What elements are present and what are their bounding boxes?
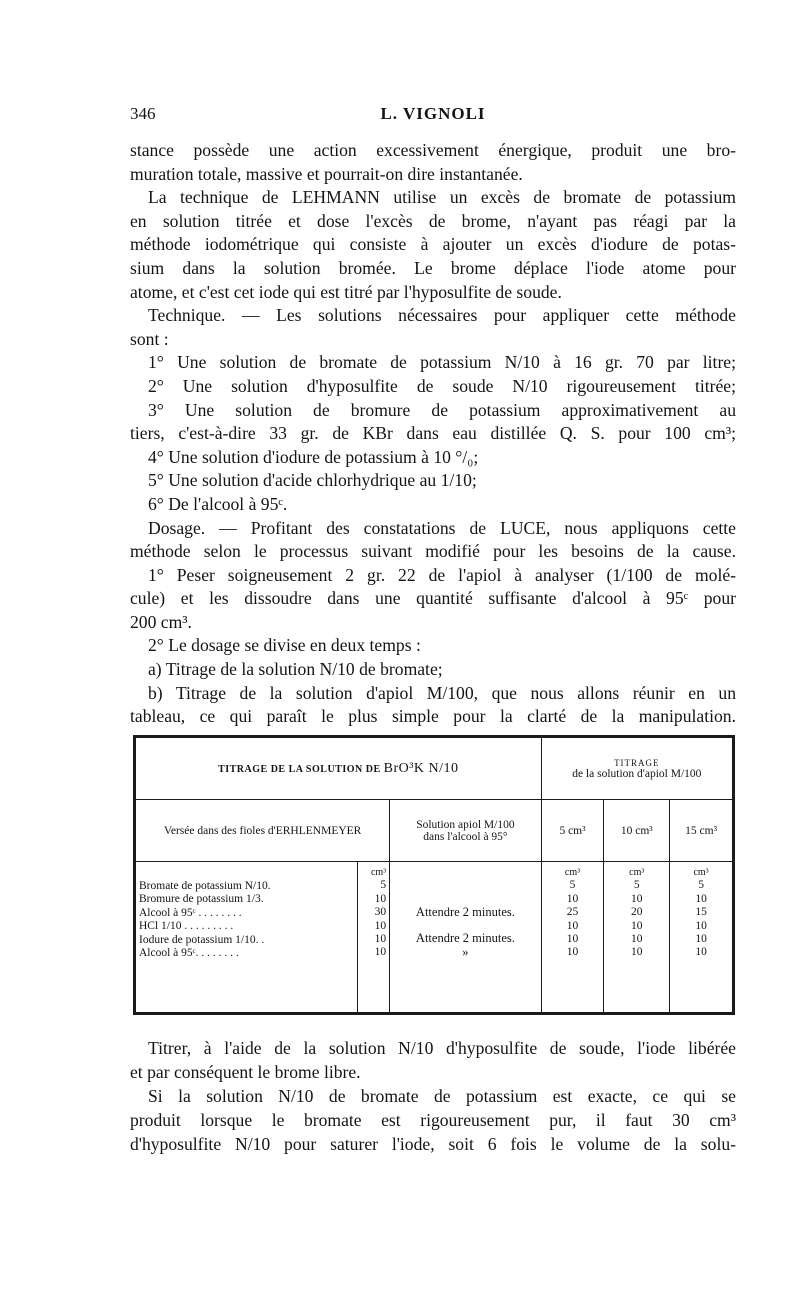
column-header-15: 15 cm³ [670,800,733,862]
empty-mark: » [462,944,469,959]
text-line: a) Titrage de la solution N/10 de bromate; [148,659,443,680]
text-line: 1° Une solution de bromate de potassium N/10 à 16 gr. 70 par litre; [148,352,736,373]
column-header-10: 10 cm³ [604,800,670,862]
text-line: 5° Une solution d'acide chlorhydrique au 1/10; [148,470,477,491]
page-header [130,104,736,126]
table-header-right [541,738,732,800]
col-15-values [670,862,733,1013]
text-line: Technique. — Les solutions nécessaires pour appliquer cette méthode [148,305,736,326]
text-line: produit lorsque le bromate est rigoureusement pur, il faut 30 cm³ [130,1110,736,1130]
reagent-name: Bromure de potassium 1/3. [139,893,264,906]
value-cell: 10 [695,933,707,946]
running-head: L. VIGNOLI [380,104,486,123]
reagent-name: Alcool à 95ᶜ. . . . . . . . [139,947,239,960]
text-line: 2° Une solution d'hyposulfite de soude N/10 rigoureusement titrée; [148,375,736,396]
text-line: La technique de LEHMANN utilise un excès de bromate de potassium [148,187,736,208]
text-line: méthode selon le processus suivant modifié pour les besoins de la cause. [130,541,736,562]
text-line: en solution titrée et dose l'excès de brome, n'ayant pas réagi par la [130,210,736,231]
volume-value: 10 [374,892,387,905]
value-cell: 20 [631,906,643,919]
col-5-values [541,862,604,1013]
value-cell: 10 [631,919,643,932]
wait-instruction: Attendre 2 minutes. [415,931,515,946]
reagent-column [136,862,358,1013]
header-right-text: de la solution d'apiol M/100 [572,767,702,780]
text-line: muration totale, massive et pourrait-on dire instantanée. [130,163,523,184]
text-line: 6° De l'alcool à 95ᶜ. [148,493,288,514]
volume-column [358,862,390,1013]
volume-value: 30 [374,906,387,919]
text-line: sium dans la solution bromée. Le brome déplace l'iode atome pour [130,257,736,278]
reagent-name: Alcool à 95ᶜ . . . . . . . . [139,906,242,919]
volume-value: 10 [374,919,387,932]
text-line: 200 cm³. [130,611,192,632]
text-line: tiers, c'est-à-dire 33 gr. de KBr dans eau distillée Q. S. pour 100 cm³; [130,423,736,444]
text-line: Dosage. — Profitant des constatations de LUCE, nous appliquons cette [148,517,736,538]
text-line: cule) et les dissoudre dans une quantité suffisante d'alcool à 95ᶜ pour [130,588,736,609]
value-cell: 5 [698,879,704,892]
text-line: stance possède une action excessivement énergique, produit une bro- [130,140,736,160]
volume-value: 10 [374,933,387,946]
text-line: 2° Le dosage se divise en deux temps : [148,635,421,656]
text-line: tableau, ce qui paraît le plus simple pour la clarté de la manipulation. [130,706,736,727]
reagent-name: HCl 1/10 . . . . . . . . . [139,920,234,933]
text-line: sont : [130,328,169,349]
value-cell: 10 [566,933,579,946]
column-header-versee: Versée dans des fioles d'ERHLENMEYER [136,800,390,862]
unit-label: cm³ [564,867,581,878]
table-header-left [136,738,542,800]
titration-table [133,735,735,1015]
text-line: d'hyposulfite N/10 pour saturer l'iode, soit 6 fois le volume de la solu- [130,1134,736,1154]
text-line: 1° Peser soigneusement 2 gr. 22 de l'apiol à analyser (1/100 de molé- [148,564,736,585]
value-cell: 10 [566,919,579,932]
reagent-name: Iodure de potassium 1/10. . [139,933,265,946]
body-text [130,139,736,729]
solution-column [390,862,541,1013]
value-cell: 5 [569,879,576,892]
text-line: Si la solution N/10 de bromate de potassium est exacte, ce qui se [148,1086,736,1106]
value-cell: 15 [695,906,707,919]
value-cell: 10 [695,946,707,959]
column-header-5: 5 cm³ [541,800,604,862]
solution-line-2: dans l'alcool à 95° [423,830,508,843]
reagent-name: Bromate de potassium N/10. [139,880,271,892]
value-cell: 10 [631,892,643,905]
wait-instruction: Attendre 2 minutes. [415,905,515,919]
value-cell: 10 [631,946,643,959]
text-line: méthode iodométrique qui consiste à ajouter un excès d'iodure de potas- [130,234,736,255]
value-cell: 10 [566,946,579,959]
value-cell: 10 [631,933,643,946]
unit-label: cm³ [370,867,387,878]
value-cell: 10 [695,892,707,905]
value-cell: 10 [566,892,579,905]
col-10-values [604,862,670,1013]
text-line: 4° Une solution d'iodure de potassium à 10 °/₀; [148,446,479,467]
solution-line-1: Solution apiol M/100 [416,818,515,831]
value-cell: 25 [566,906,579,919]
value-cell: 10 [695,919,707,932]
text-line: et par conséquent le brome libre. [130,1062,361,1082]
unit-label: cm³ [693,867,709,878]
header-left-formula: BrO³K N/10 [383,760,459,776]
value-cell: 5 [633,879,640,892]
column-header-solution [390,800,541,862]
volume-value: 10 [374,946,387,959]
text-line: b) Titrage de la solution d'apiol M/100, que nous allons réunir en un [148,682,736,703]
text-line: 3° Une solution de bromure de potassium approximativement au [148,399,736,420]
text-line: atome, et c'est cet iode qui est titré par l'hyposulfite de soude. [130,281,562,302]
text-line: Titrer, à l'aide de la solution N/10 d'hyposulfite de soude, l'iode libérée [148,1038,736,1058]
unit-label: cm³ [629,867,645,878]
volume-value: 5 [380,879,387,892]
header-right-small: TITRAGE [614,757,660,768]
bottom-text [130,1036,736,1156]
header-left-prefix: TITRAGE DE LA SOLUTION DE [218,763,381,775]
page-number: 346 [130,104,156,123]
